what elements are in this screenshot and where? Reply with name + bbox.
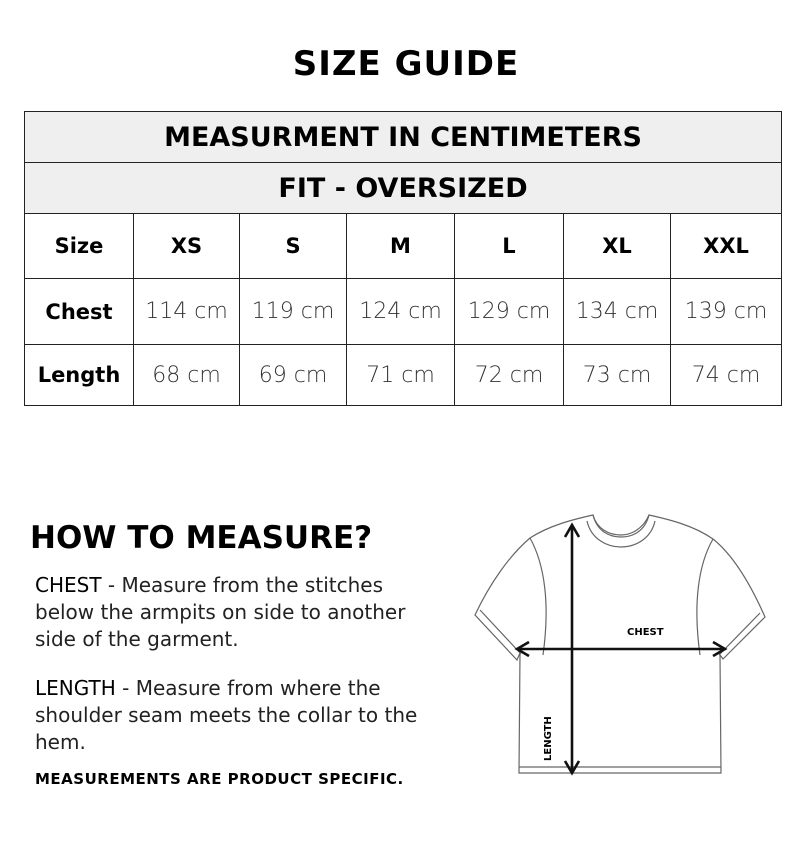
length-term: LENGTH bbox=[35, 676, 116, 700]
fit-banner: FIT - OVERSIZED bbox=[25, 163, 782, 214]
chest-value: 124 cm bbox=[347, 279, 455, 345]
tshirt-outline bbox=[475, 515, 765, 773]
header-cell-l: L bbox=[455, 214, 564, 279]
header-cell-xl: XL bbox=[564, 214, 671, 279]
length-value: 73 cm bbox=[564, 345, 671, 406]
header-row bbox=[25, 214, 782, 279]
size-table bbox=[24, 111, 782, 406]
length-value: 68 cm bbox=[134, 345, 240, 406]
page-title: SIZE GUIDE bbox=[292, 44, 520, 84]
how-to-measure-heading: HOW TO MEASURE? bbox=[30, 520, 373, 556]
header-cell-size: Size bbox=[25, 214, 134, 279]
length-instructions bbox=[35, 675, 435, 756]
header-cell-m: M bbox=[347, 214, 455, 279]
chest-instructions bbox=[35, 572, 435, 653]
length-value: 74 cm bbox=[671, 345, 782, 406]
length-value: 72 cm bbox=[455, 345, 564, 406]
length-value: 69 cm bbox=[240, 345, 347, 406]
chest-term: CHEST bbox=[35, 573, 102, 597]
row-label-length: Length bbox=[25, 345, 134, 406]
header-cell-xs: XS bbox=[134, 214, 240, 279]
table-row bbox=[25, 279, 782, 345]
units-banner: MEASURMENT IN CENTIMETERS bbox=[25, 112, 782, 163]
length-diagram-label: LENGTH bbox=[543, 716, 554, 761]
chest-value: 134 cm bbox=[564, 279, 671, 345]
chest-diagram-label: CHEST bbox=[627, 627, 664, 638]
chest-text: - Measure from the stitches below the armpits on side to another side of the garment. bbox=[35, 573, 406, 651]
chest-value: 129 cm bbox=[455, 279, 564, 345]
chest-value: 119 cm bbox=[240, 279, 347, 345]
product-specific-note: MEASUREMENTS ARE PRODUCT SPECIFIC. bbox=[35, 770, 404, 788]
header-cell-xxl: XXL bbox=[671, 214, 782, 279]
table-row bbox=[25, 345, 782, 406]
length-value: 71 cm bbox=[347, 345, 455, 406]
header-cell-s: S bbox=[240, 214, 347, 279]
length-text: - Measure from where the shoulder seam meets the collar to the hem. bbox=[35, 676, 418, 754]
chest-value: 114 cm bbox=[134, 279, 240, 345]
row-label-chest: Chest bbox=[25, 279, 134, 345]
chest-value: 139 cm bbox=[671, 279, 782, 345]
tshirt-diagram bbox=[455, 505, 800, 785]
